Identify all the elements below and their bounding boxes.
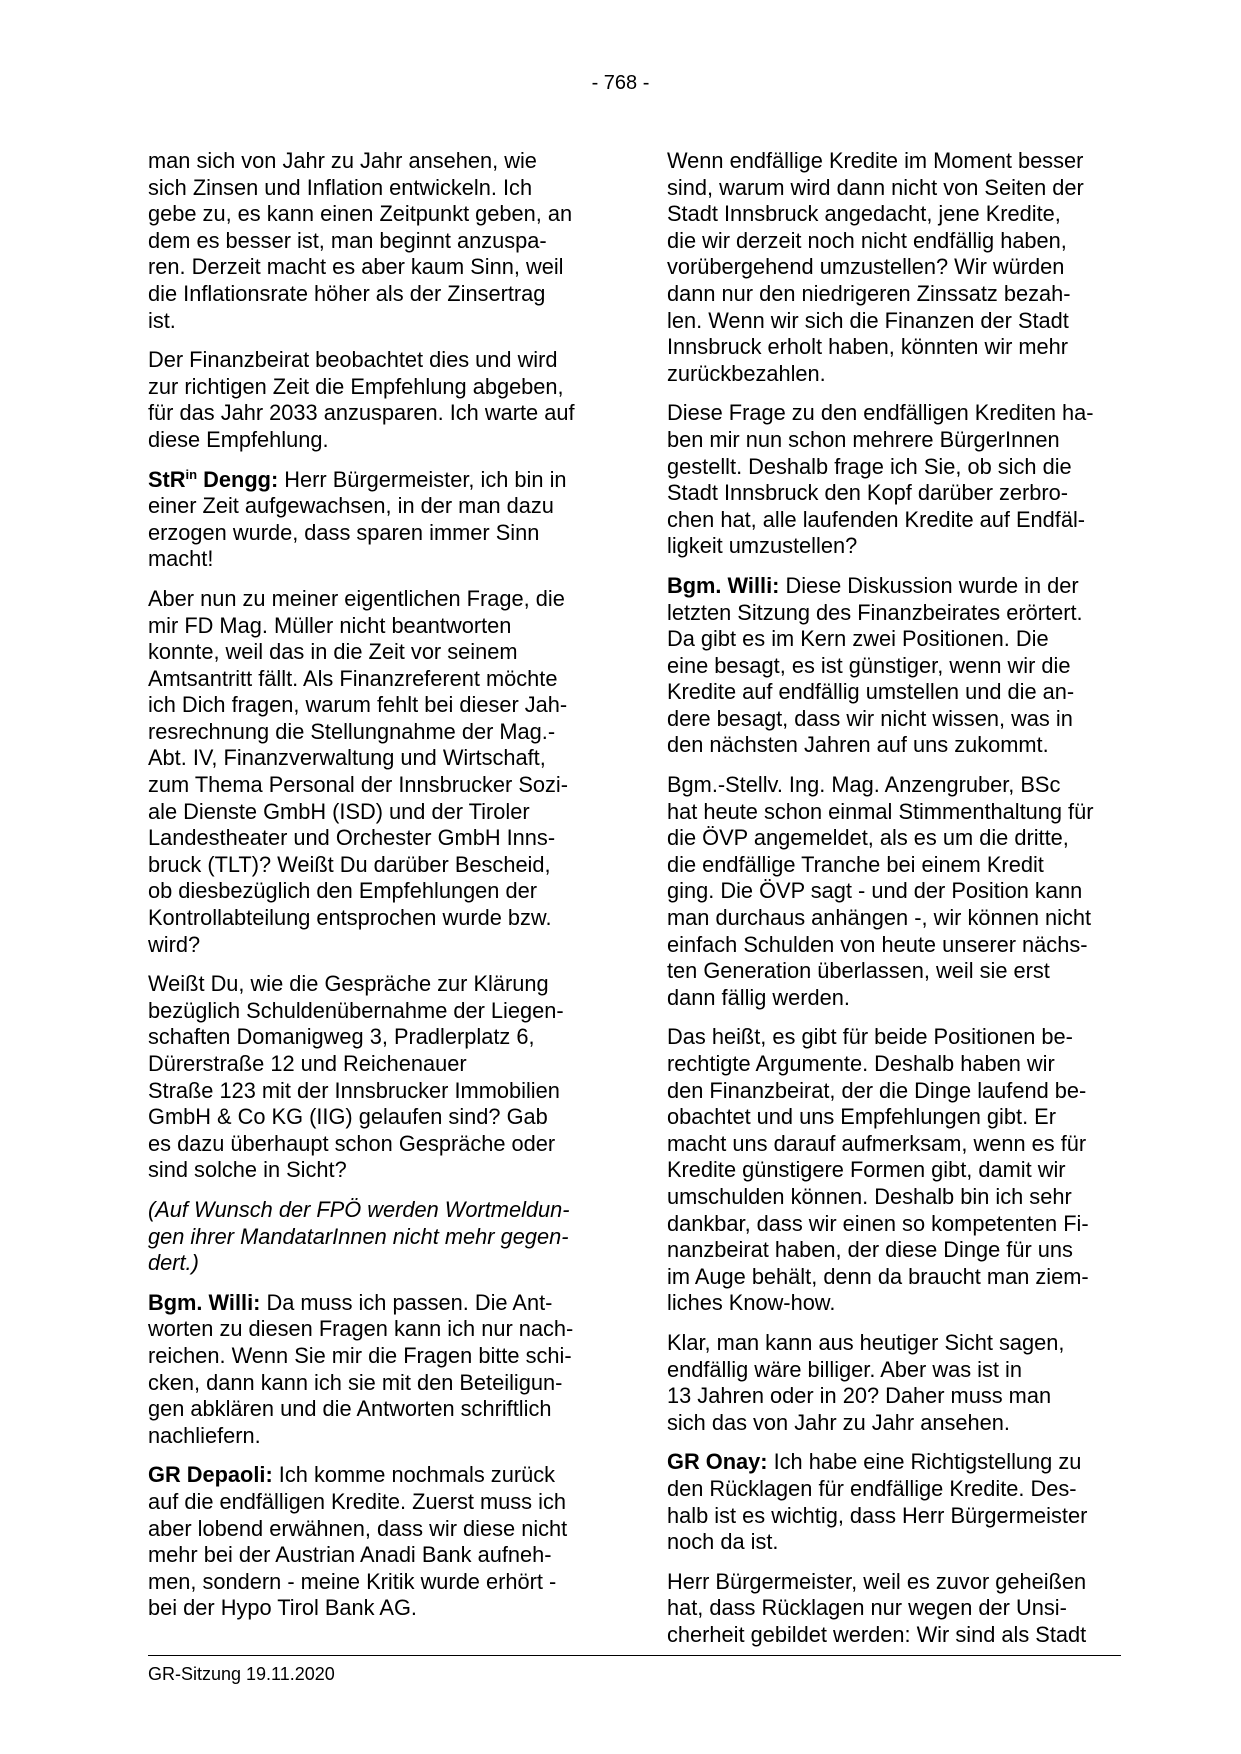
paragraph bbox=[667, 1024, 1121, 1317]
paragraph bbox=[148, 971, 602, 1184]
text-line: endfällig wäre billiger. Aber was ist in bbox=[667, 1356, 1022, 1382]
speech-text: Herr Bürgermeister, ich bin in bbox=[278, 466, 567, 492]
text-line: Weißt Du, wie die Gespräche zur Klärung bbox=[148, 971, 549, 997]
text-line: worten zu diesen Fragen kann ich nur nach- bbox=[148, 1316, 574, 1342]
text-line: bezüglich Schuldenübernahme der Liegen- bbox=[148, 997, 564, 1023]
paragraph-first-line bbox=[148, 1290, 602, 1317]
speaker-name: StR bbox=[148, 466, 186, 492]
text-line: chen hat, alle laufenden Kredite auf Endfäl- bbox=[667, 506, 1086, 532]
text-line: dann fällig werden. bbox=[667, 984, 850, 1010]
text-line: Abt. IV, Finanzverwaltung und Wirtschaft, bbox=[148, 745, 546, 771]
text-line: mir FD Mag. Müller nicht beantworten bbox=[148, 612, 512, 638]
text-line: den nächsten Jahren auf uns zukommt. bbox=[667, 732, 1049, 758]
text-line: hat heute schon einmal Stimmenthaltung für bbox=[667, 798, 1094, 824]
text-line: sich Zinsen und Inflation entwickeln. Ich bbox=[148, 174, 533, 200]
speaker-title-superscript: in bbox=[185, 466, 198, 482]
text-line: macht! bbox=[148, 546, 214, 572]
paragraph bbox=[667, 1569, 1121, 1649]
text-line: erzogen wurde, dass sparen immer Sinn bbox=[148, 519, 540, 545]
text-line: vorübergehend umzustellen? Wir würden bbox=[667, 254, 1065, 280]
paragraph-first-line bbox=[148, 467, 602, 494]
text-line: Bgm.-Stellv. Ing. Mag. Anzengruber, BSc bbox=[667, 772, 1061, 798]
text-line: gen ihrer MandatarInnen nicht mehr gegen- bbox=[148, 1223, 569, 1249]
text-line: dankbar, dass wir einen so kompetenten Fi- bbox=[667, 1210, 1089, 1236]
text-line: die ÖVP angemeldet, als es um die dritte, bbox=[667, 825, 1069, 851]
text-line: GmbH & Co KG (IIG) gelaufen sind? Gab bbox=[148, 1104, 548, 1130]
text-line: 13 Jahren oder in 20? Daher muss man bbox=[667, 1383, 1052, 1409]
text-line: eine besagt, es ist günstiger, wenn wir die bbox=[667, 652, 1071, 678]
text-line: sind solche in Sicht? bbox=[148, 1157, 347, 1183]
text-line: Aber nun zu meiner eigentlichen Frage, die bbox=[148, 585, 565, 611]
text-line: umschulden können. Deshalb bin ich sehr bbox=[667, 1183, 1072, 1209]
paragraph bbox=[667, 400, 1121, 560]
text-line: es dazu überhaupt schon Gespräche oder bbox=[148, 1130, 556, 1156]
text-line: im Auge behält, denn da braucht man ziem- bbox=[667, 1263, 1089, 1289]
text-line: Kredite auf endfällig umstellen und die an- bbox=[667, 679, 1075, 705]
paragraph bbox=[667, 148, 1121, 387]
text-line: Kontrollabteilung entsprochen wurde bzw. bbox=[148, 905, 552, 931]
text-line: einfach Schulden von heute unserer nächs- bbox=[667, 931, 1088, 957]
text-line: zurückbezahlen. bbox=[667, 360, 826, 386]
text-line: macht uns darauf aufmerksam, wenn es für bbox=[667, 1130, 1087, 1156]
text-line: den Finanzbeirat, der die Dinge laufend be- bbox=[667, 1077, 1087, 1103]
text-line: liches Know-how. bbox=[667, 1290, 836, 1316]
text-line: ten Generation überlassen, weil sie erst bbox=[667, 958, 1050, 984]
text-line: sind, warum wird dann nicht von Seiten der bbox=[667, 174, 1084, 200]
text-line: nanzbeirat haben, der diese Dinge für uns bbox=[667, 1237, 1073, 1263]
text-line: mehr bei der Austrian Anadi Bank aufneh- bbox=[148, 1542, 552, 1568]
text-line: ligkeit umzustellen? bbox=[667, 533, 858, 559]
text-line: Wenn endfällige Kredite im Moment besser bbox=[667, 148, 1084, 173]
text-line: dem es besser ist, man beginnt anzuspa- bbox=[148, 227, 547, 253]
text-line: cherheit gebildet werden: Wir sind als Stadt bbox=[667, 1621, 1087, 1647]
text-line: Amtsantritt fällt. Als Finanzreferent möchte bbox=[148, 665, 558, 691]
paragraph bbox=[148, 1290, 602, 1450]
text-line: ale Dienste GmbH (ISD) und der Tiroler bbox=[148, 798, 530, 824]
text-line: schaften Domanigweg 3, Pradlerplatz 6, bbox=[148, 1024, 535, 1050]
speaker-name: GR Onay: bbox=[667, 1449, 768, 1475]
paragraph bbox=[667, 1330, 1121, 1436]
footer-session-date: GR-Sitzung 19.11.2020 bbox=[148, 1664, 335, 1684]
text-line: Da gibt es im Kern zwei Positionen. Die bbox=[667, 626, 1049, 652]
text-line: gen abklären und die Antworten schriftlich bbox=[148, 1396, 552, 1422]
text-line: die Inflationsrate höher als der Zinsertrag bbox=[148, 280, 546, 306]
speaker-name: GR Depaoli: bbox=[148, 1462, 273, 1488]
text-line: auf die endfälligen Kredite. Zuerst muss ich bbox=[148, 1488, 566, 1514]
text-line: Das heißt, es gibt für beide Positionen be- bbox=[667, 1024, 1073, 1050]
text-line: man durchaus anhängen -, wir können nicht bbox=[667, 905, 1092, 931]
text-line: gestellt. Deshalb frage ich Sie, ob sich die bbox=[667, 453, 1072, 479]
text-line: resrechnung die Stellungnahme der Mag.- bbox=[148, 718, 556, 744]
text-line: nachliefern. bbox=[148, 1422, 261, 1448]
paragraph bbox=[667, 573, 1121, 759]
text-line: Stadt Innsbruck den Kopf darüber zerbro- bbox=[667, 480, 1069, 506]
text-line: reichen. Wenn Sie mir die Fragen bitte schi- bbox=[148, 1342, 572, 1368]
text-line: Der Finanzbeirat beobachtet dies und wird bbox=[148, 347, 558, 373]
speech-text: Ich komme nochmals zurück bbox=[272, 1462, 555, 1488]
speech-text: Ich habe eine Richtigstellung zu bbox=[767, 1449, 1082, 1475]
text-line: man sich von Jahr zu Jahr ansehen, wie bbox=[148, 148, 537, 173]
paragraph bbox=[667, 1449, 1121, 1555]
text-line: sich das von Jahr zu Jahr ansehen. bbox=[667, 1409, 1010, 1435]
text-line: ben mir nun schon mehrere BürgerInnen bbox=[667, 426, 1060, 452]
text-line: Kredite günstigere Formen gibt, damit wir bbox=[667, 1157, 1066, 1183]
text-line: wird? bbox=[148, 931, 201, 957]
text-line: einer Zeit aufgewachsen, in der man dazu bbox=[148, 493, 554, 519]
text-line: Herr Bürgermeister, weil es zuvor geheißen bbox=[667, 1568, 1087, 1594]
text-line: bruck (TLT)? Weißt Du darüber Bescheid, bbox=[148, 851, 551, 877]
speech-text: Da muss ich passen. Die Ant- bbox=[260, 1289, 553, 1315]
paragraph-first-line bbox=[667, 1449, 1121, 1476]
text-line: men, sondern - meine Kritik wurde erhört - bbox=[148, 1568, 557, 1594]
text-line: zur richtigen Zeit die Empfehlung abgeben, bbox=[148, 373, 564, 399]
speech-text: Diese Diskussion wurde in der bbox=[779, 572, 1079, 598]
speaker-name: Bgm. Willi: bbox=[148, 1289, 261, 1315]
text-line: den Rücklagen für endfällige Kredite. Des- bbox=[667, 1475, 1077, 1501]
text-line: Innsbruck erholt haben, könnten wir mehr bbox=[667, 334, 1069, 360]
footer-divider bbox=[148, 1655, 1121, 1656]
paragraph bbox=[148, 347, 602, 453]
text-line: Landestheater und Orchester GmbH Inns- bbox=[148, 825, 556, 851]
text-line: zum Thema Personal der Innsbrucker Sozi- bbox=[148, 772, 568, 798]
text-line: dere besagt, dass wir nicht wissen, was in bbox=[667, 705, 1073, 731]
text-line: obachtet und uns Empfehlungen gibt. Er bbox=[667, 1104, 1056, 1130]
paragraph bbox=[148, 586, 602, 958]
text-line: Straße 123 mit der Innsbrucker Immobilien bbox=[148, 1077, 560, 1103]
right-column bbox=[667, 148, 1121, 1661]
text-line: Diese Frage zu den endfälligen Krediten ha- bbox=[667, 400, 1094, 426]
text-line: ging. Die ÖVP sagt - und der Position kann bbox=[667, 878, 1083, 904]
text-line: diese Empfehlung. bbox=[148, 426, 329, 452]
text-line: ist. bbox=[148, 307, 176, 333]
text-line: bei der Hypo Tirol Bank AG. bbox=[148, 1595, 417, 1621]
text-line: hat, dass Rücklagen nur wegen der Unsi- bbox=[667, 1595, 1067, 1621]
paragraph bbox=[148, 148, 602, 334]
speaker-name-rest: Dengg: bbox=[197, 466, 279, 492]
text-line: halb ist es wichtig, dass Herr Bürgermeister bbox=[667, 1502, 1088, 1528]
text-line: dann nur den niedrigeren Zinssatz bezah- bbox=[667, 280, 1071, 306]
paragraph bbox=[148, 1462, 602, 1622]
text-line: rechtigte Argumente. Deshalb haben wir bbox=[667, 1051, 1055, 1076]
paragraph bbox=[148, 467, 602, 573]
paragraph-first-line bbox=[667, 573, 1121, 600]
left-column bbox=[148, 148, 602, 1635]
text-line: noch da ist. bbox=[667, 1529, 779, 1555]
text-line: konnte, weil das in die Zeit vor seinem bbox=[148, 639, 518, 665]
text-line: die endfällige Tranche bei einem Kredit bbox=[667, 851, 1044, 877]
paragraph-first-line bbox=[148, 1462, 602, 1489]
text-line: (Auf Wunsch der FPÖ werden Wortmeldun- bbox=[148, 1196, 570, 1222]
text-line: ren. Derzeit macht es aber kaum Sinn, weil bbox=[148, 254, 564, 280]
text-line: Klar, man kann aus heutiger Sicht sagen, bbox=[667, 1329, 1065, 1355]
text-line: ich Dich fragen, warum fehlt bei dieser Jah- bbox=[148, 692, 568, 718]
page-number: - 768 - bbox=[591, 72, 650, 94]
speaker-name: Bgm. Willi: bbox=[667, 572, 780, 598]
text-line: dert.) bbox=[148, 1250, 199, 1276]
paragraph bbox=[148, 1197, 602, 1277]
text-line: gebe zu, es kann einen Zeitpunkt geben, an bbox=[148, 201, 573, 227]
paragraph bbox=[667, 772, 1121, 1011]
text-line: Dürerstraße 12 und Reichenauer bbox=[148, 1051, 467, 1076]
text-line: letzten Sitzung des Finanzbeirates erörtert. bbox=[667, 599, 1083, 625]
text-line: cken, dann kann ich sie mit den Beteiligun- bbox=[148, 1369, 563, 1395]
text-line: len. Wenn wir sich die Finanzen der Stadt bbox=[667, 307, 1069, 333]
text-line: für das Jahr 2033 anzusparen. Ich warte auf bbox=[148, 400, 575, 426]
text-line: ob diesbezüglich den Empfehlungen der bbox=[148, 878, 537, 904]
text-line: aber lobend erwähnen, dass wir diese nicht bbox=[148, 1515, 568, 1541]
text-line: Stadt Innsbruck angedacht, jene Kredite, bbox=[667, 201, 1061, 227]
text-line: die wir derzeit noch nicht endfällig haben, bbox=[667, 227, 1067, 253]
